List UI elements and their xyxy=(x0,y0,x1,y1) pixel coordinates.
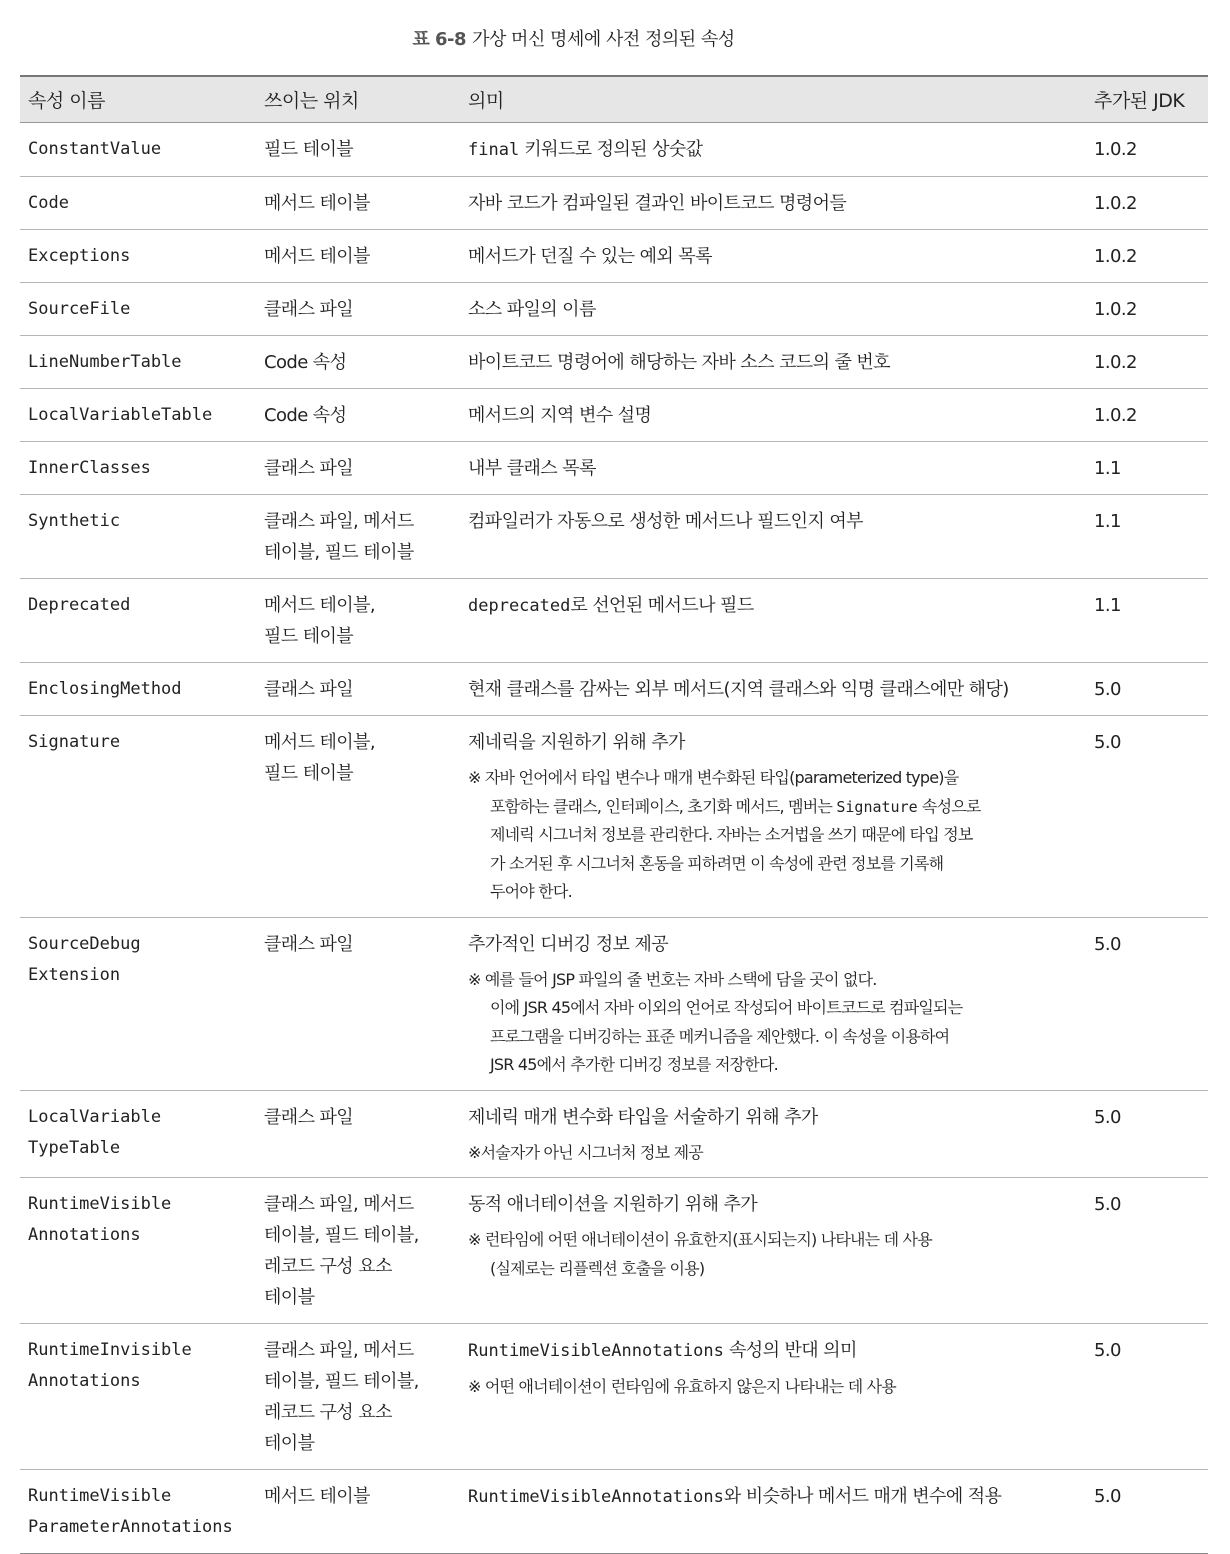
note-line xyxy=(468,966,1086,995)
meaning-label: 소스 파일의 이름 xyxy=(468,299,596,320)
note-line xyxy=(468,1226,1086,1255)
table-header-row xyxy=(20,76,1208,123)
jdk-version-cell: 5.0 xyxy=(1094,1486,1121,1507)
location-line: 메서드 테이블 xyxy=(264,193,370,214)
note-text: 두어야 한다. xyxy=(490,882,572,901)
note-line xyxy=(468,764,1086,793)
location-line: 클래스 파일 xyxy=(264,299,354,320)
meaning-text xyxy=(468,1107,818,1128)
attribute-name-line: Exceptions xyxy=(28,246,131,266)
meaning-code: RuntimeVisibleAnnotations xyxy=(468,1487,724,1507)
location-line: Code 속성 xyxy=(264,405,347,426)
attribute-name-cell xyxy=(20,177,256,230)
note-line xyxy=(468,994,1086,1023)
meaning-label: 내부 클래스 목록 xyxy=(468,458,596,479)
meaning-note xyxy=(468,1139,1086,1168)
jdk-version-cell: 5.0 xyxy=(1086,716,1208,918)
meaning-label: 바이트코드 명령어에 해당하는 자바 소스 코드의 줄 번호 xyxy=(468,352,890,373)
note-line xyxy=(468,1255,1086,1284)
location-line: 클래스 파일, 메서드 xyxy=(264,511,414,532)
meaning-cell xyxy=(460,336,1086,389)
meaning-cell xyxy=(460,177,1086,230)
attribute-name-line: Synthetic xyxy=(28,511,121,531)
jdk-version-cell: 5.0 xyxy=(1086,1324,1208,1470)
note-text: 가 소거된 후 시그너처 혼동을 피하려면 이 속성에 관련 정보를 기록해 xyxy=(490,853,944,873)
meaning-code: RuntimeVisibleAnnotations xyxy=(468,1341,724,1361)
meaning-text xyxy=(468,595,754,616)
attribute-name-line: SourceFile xyxy=(28,299,131,319)
note-text: 프로그램을 디버깅하는 표준 메커니즘을 제안했다. 이 속성을 이용하여 xyxy=(490,1026,950,1046)
note-text: ※ 어떤 애너테이션이 런타임에 유효하지 않은지 나타내는 데 사용 xyxy=(468,1377,896,1396)
attribute-name-line: ConstantValue xyxy=(28,139,162,159)
table-row xyxy=(20,230,1208,283)
table-row xyxy=(20,663,1208,716)
attribute-name-line: SourceDebug xyxy=(28,933,141,954)
attribute-name-line: Extension xyxy=(28,964,121,985)
table-row xyxy=(20,1090,1208,1178)
location-cell xyxy=(256,663,460,716)
attributes-table xyxy=(20,75,1208,1554)
location-cell xyxy=(256,495,460,579)
note-line xyxy=(468,821,1086,850)
meaning-label: 컴파일러가 자동으로 생성한 메서드나 필드인지 여부 xyxy=(468,511,863,532)
meaning-cell xyxy=(460,442,1086,495)
location-line: 테이블, 필드 테이블, xyxy=(264,1225,419,1246)
attribute-name-line: RuntimeVisible xyxy=(28,1194,172,1214)
attribute-name-line: RuntimeInvisible xyxy=(28,1340,192,1360)
location-cell xyxy=(256,123,460,177)
meaning-text xyxy=(468,246,712,267)
meaning-label: 메서드의 지역 변수 설명 xyxy=(468,405,652,426)
attribute-name-cell xyxy=(20,123,256,177)
table-row xyxy=(20,442,1208,495)
meaning-text xyxy=(468,405,651,426)
meaning-text xyxy=(468,458,596,479)
meaning-cell xyxy=(460,579,1086,663)
jdk-version-cell: 1.0.2 xyxy=(1086,123,1208,177)
meaning-code: final xyxy=(468,140,520,160)
attribute-name-line: InnerClasses xyxy=(28,458,151,478)
meaning-note xyxy=(468,764,1086,907)
meaning-text xyxy=(468,511,863,532)
meaning-text xyxy=(468,352,890,373)
location-cell xyxy=(256,716,460,918)
location-line: 메서드 테이블 xyxy=(264,1486,370,1507)
table-row xyxy=(20,336,1208,389)
meaning-cell xyxy=(460,283,1086,336)
table-row xyxy=(20,495,1208,579)
location-line: 메서드 테이블 xyxy=(264,246,370,267)
attribute-name-line: LocalVariable xyxy=(28,1106,162,1127)
meaning-label: 동적 애너테이션을 지원하기 위해 추가 xyxy=(468,1194,758,1215)
meaning-text xyxy=(468,934,668,955)
table-row xyxy=(20,1470,1208,1554)
meaning-cell xyxy=(460,1090,1086,1178)
meaning-label: 제네릭 매개 변수화 타입을 서술하기 위해 추가 xyxy=(468,1106,818,1128)
location-line: 테이블, 필드 테이블 xyxy=(264,542,414,563)
meaning-text xyxy=(468,139,702,160)
meaning-text xyxy=(468,1340,857,1361)
table-number: 표 6-8 xyxy=(412,29,467,50)
table-row xyxy=(20,389,1208,442)
attribute-name-line: LineNumberTable xyxy=(28,352,182,372)
location-cell xyxy=(256,177,460,230)
note-text: ※ 예를 들어 JSP 파일의 줄 번호는 자바 스택에 담을 곳이 없다. xyxy=(468,969,877,989)
jdk-version-cell: 5.0 xyxy=(1086,1178,1208,1324)
location-cell xyxy=(256,579,460,663)
table-row xyxy=(20,123,1208,177)
meaning-note xyxy=(468,966,1086,1080)
meaning-text xyxy=(468,193,846,214)
attribute-name-cell xyxy=(20,579,256,663)
meaning-cell xyxy=(460,663,1086,716)
location-line: 테이블 xyxy=(264,1433,315,1454)
location-line: 필드 테이블 xyxy=(264,139,354,160)
table-row xyxy=(20,716,1208,918)
attribute-name-line: Signature xyxy=(28,732,121,752)
location-cell xyxy=(256,442,460,495)
meaning-label: 속성의 반대 의미 xyxy=(723,1340,857,1361)
location-cell xyxy=(256,389,460,442)
location-line: 클래스 파일 xyxy=(264,1106,354,1128)
meaning-cell xyxy=(460,389,1086,442)
location-line: 클래스 파일, 메서드 xyxy=(264,1194,414,1215)
note-line xyxy=(468,1051,1086,1080)
meaning-text xyxy=(468,299,596,320)
meaning-text xyxy=(468,679,1009,700)
table-row xyxy=(20,177,1208,230)
jdk-version-cell: 1.0.2 xyxy=(1086,283,1208,336)
note-line xyxy=(468,1023,1086,1052)
meaning-cell xyxy=(460,716,1086,918)
location-line: 테이블, 필드 테이블, xyxy=(264,1371,419,1392)
header-meaning: 의미 xyxy=(460,76,1086,123)
meaning-label: 자바 코드가 컴파일된 결과인 바이트코드 명령어들 xyxy=(468,193,847,214)
note-line xyxy=(468,793,1086,822)
note-text: 제네릭 시그너처 정보를 관리한다. 자바는 소거법을 쓰기 때문에 타입 정보 xyxy=(490,825,973,844)
table-row xyxy=(20,1324,1208,1470)
meaning-code: deprecated xyxy=(468,596,571,616)
meaning-cell xyxy=(460,1324,1086,1470)
meaning-label: 로 선언된 메서드나 필드 xyxy=(570,595,754,616)
note-text: 포함하는 클래스, 인터페이스, 초기화 메서드, 멤버는 xyxy=(490,796,837,816)
meaning-cell xyxy=(460,1470,1086,1554)
location-line: 클래스 파일 xyxy=(264,679,354,700)
location-cell xyxy=(256,917,460,1090)
meaning-label: 제네릭을 지원하기 위해 추가 xyxy=(468,732,685,753)
note-text: ※서술자가 아닌 시그너처 정보 제공 xyxy=(468,1142,703,1162)
location-cell xyxy=(256,230,460,283)
jdk-version-cell: 5.0 xyxy=(1086,663,1208,716)
attribute-name-cell xyxy=(20,716,256,918)
note-text: 이에 JSR 45에서 자바 이외의 언어로 작성되어 바이트코드로 컴파일되는 xyxy=(490,998,963,1017)
location-line: 필드 테이블 xyxy=(264,626,354,647)
attribute-name-cell xyxy=(20,283,256,336)
attribute-name-cell xyxy=(20,336,256,389)
location-cell xyxy=(256,1470,460,1554)
location-line: 테이블 xyxy=(264,1287,315,1308)
meaning-cell xyxy=(460,495,1086,579)
attribute-name-line: ParameterAnnotations xyxy=(28,1517,233,1537)
meaning-label: 추가적인 디버깅 정보 제공 xyxy=(468,933,669,955)
location-line: 클래스 파일 xyxy=(264,458,354,479)
meaning-label: 키워드로 정의된 상숫값 xyxy=(519,139,703,160)
attribute-name-line: Code xyxy=(28,193,69,213)
meaning-note xyxy=(468,1226,1086,1283)
note-text: JSR 45에서 추가한 디버깅 정보를 저장한다. xyxy=(490,1055,778,1074)
meaning-label: 메서드가 던질 수 있는 예외 목록 xyxy=(468,246,712,267)
attribute-name-cell xyxy=(20,495,256,579)
location-line: 메서드 테이블, xyxy=(264,595,375,616)
meaning-cell xyxy=(460,230,1086,283)
note-text: ※ 자바 언어에서 타입 변수나 매개 변수화된 타입(parameterized type)을 xyxy=(468,768,959,787)
jdk-version-cell: 5.0 xyxy=(1086,1090,1208,1178)
location-cell xyxy=(256,1324,460,1470)
jdk-version-cell: 5.0 xyxy=(1086,917,1208,1090)
jdk-version-cell: 1.0.2 xyxy=(1086,177,1208,230)
meaning-text xyxy=(468,732,685,753)
jdk-version-cell: 1.0.2 xyxy=(1086,230,1208,283)
note-line xyxy=(468,850,1086,879)
header-jdk: 추가된 JDK xyxy=(1086,76,1208,123)
attribute-name-line: LocalVariableTable xyxy=(28,405,213,425)
attribute-name-cell xyxy=(20,389,256,442)
location-cell xyxy=(256,1090,460,1178)
attribute-name-line: RuntimeVisible xyxy=(28,1486,172,1506)
attribute-name-line: Annotations xyxy=(28,1371,141,1391)
table-row xyxy=(20,579,1208,663)
location-cell xyxy=(256,336,460,389)
table-row xyxy=(20,1178,1208,1324)
note-line xyxy=(468,878,1086,907)
location-cell xyxy=(256,283,460,336)
attribute-name-cell xyxy=(20,1178,256,1324)
note-code: Signature xyxy=(836,797,918,816)
attribute-name-cell xyxy=(20,663,256,716)
table-title: 가상 머신 명세에 사전 정의된 속성 xyxy=(472,29,735,50)
attribute-name-line: TypeTable xyxy=(28,1137,121,1158)
location-line: 레코드 구성 요소 xyxy=(264,1402,392,1423)
jdk-version-cell: 1.0.2 xyxy=(1086,336,1208,389)
meaning-label: 현재 클래스를 감싸는 외부 메서드(지역 클래스와 익명 클래스에만 해당) xyxy=(468,679,1009,700)
note-line xyxy=(468,1373,1086,1402)
location-line: 클래스 파일, 메서드 xyxy=(264,1340,414,1361)
meaning-text xyxy=(468,1194,757,1215)
note-text: (실제로는 리플렉션 호출을 이용) xyxy=(490,1258,705,1278)
location-line: 필드 테이블 xyxy=(264,763,354,784)
jdk-version-cell: 1.0.2 xyxy=(1086,389,1208,442)
meaning-label: 와 비슷하나 메서드 매개 변수에 적용 xyxy=(723,1486,1002,1507)
meaning-cell xyxy=(460,123,1086,177)
header-attribute-name: 속성 이름 xyxy=(20,76,256,123)
attribute-name-cell xyxy=(20,1470,256,1554)
jdk-version-cell: 1.1 xyxy=(1086,442,1208,495)
header-location: 쓰이는 위치 xyxy=(256,76,460,123)
meaning-text xyxy=(468,1486,1001,1507)
jdk-version-cell: 1.1 xyxy=(1086,579,1208,663)
attribute-name-line: Deprecated xyxy=(28,595,131,615)
location-line: 메서드 테이블, xyxy=(264,732,375,753)
attribute-name-cell xyxy=(20,1324,256,1470)
attribute-name-line: EnclosingMethod xyxy=(28,679,182,699)
attribute-name-cell xyxy=(20,442,256,495)
attribute-name-cell xyxy=(20,1090,256,1178)
attribute-name-cell xyxy=(20,917,256,1090)
location-line: 레코드 구성 요소 xyxy=(264,1256,392,1277)
table-row xyxy=(20,283,1208,336)
table-caption xyxy=(0,25,1147,51)
meaning-cell xyxy=(460,1178,1086,1324)
location-line: Code 속성 xyxy=(264,352,347,373)
attribute-name-line: Annotations xyxy=(28,1225,141,1245)
jdk-version-cell: 1.1 xyxy=(1086,495,1208,579)
table-row xyxy=(20,917,1208,1090)
table-body xyxy=(20,123,1208,1554)
meaning-cell xyxy=(460,917,1086,1090)
location-cell xyxy=(256,1178,460,1324)
location-line: 클래스 파일 xyxy=(264,933,354,955)
note-text: 속성으로 xyxy=(917,796,981,816)
note-line xyxy=(468,1139,1086,1168)
attribute-name-cell xyxy=(20,230,256,283)
note-text: ※ 런타임에 어떤 애너테이션이 유효한지(표시되는지) 나타내는 데 사용 xyxy=(468,1230,932,1249)
meaning-note xyxy=(468,1373,1086,1402)
